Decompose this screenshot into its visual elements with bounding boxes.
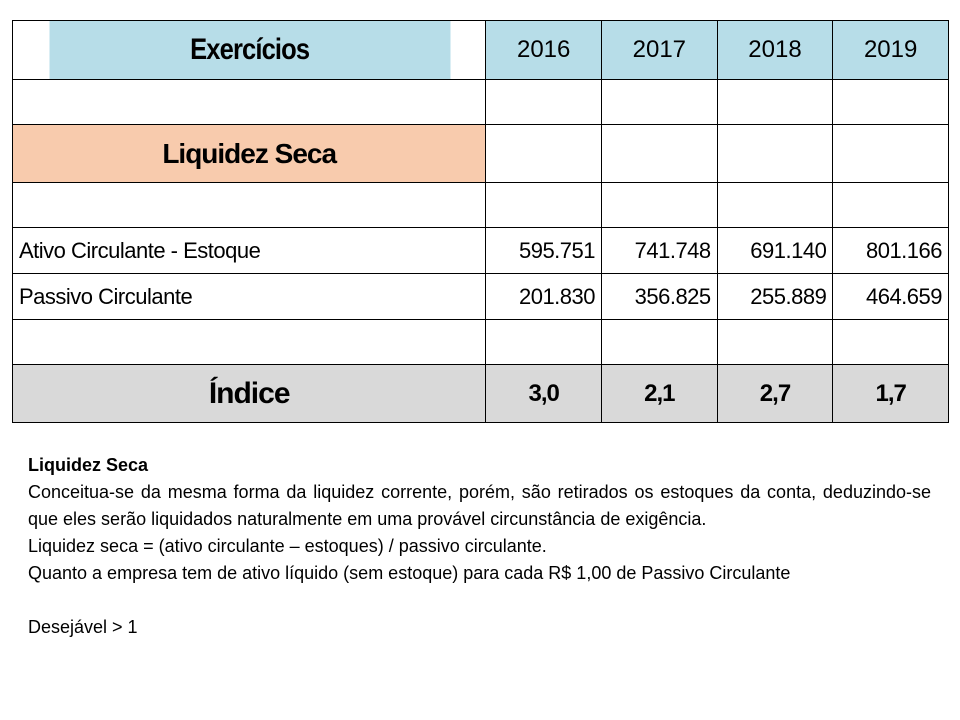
- empty-cell: [833, 320, 949, 365]
- year-cell-2019: 2019: [833, 21, 949, 80]
- empty-cell: [13, 80, 486, 125]
- value-cell: 691.140: [717, 228, 833, 274]
- blank-row: [13, 80, 949, 125]
- index-value-cell: 2,7: [717, 365, 833, 423]
- index-value-cell: 3,0: [486, 365, 602, 423]
- empty-cell: [717, 320, 833, 365]
- empty-cell: [486, 80, 602, 125]
- notes-desired: Desejável > 1: [28, 617, 138, 637]
- index-value-cell: 1,7: [833, 365, 949, 423]
- liquidity-table: [12, 20, 949, 423]
- empty-cell: [717, 80, 833, 125]
- empty-cell: [486, 125, 602, 183]
- header-label-cell: Exercícios: [48, 21, 450, 80]
- empty-cell: [833, 183, 949, 228]
- value-cell: 741.748: [602, 228, 718, 274]
- index-value-cell: 2,1: [602, 365, 718, 423]
- blank-row: [13, 320, 949, 365]
- empty-cell: [13, 183, 486, 228]
- notes-spacer: [28, 587, 931, 614]
- notes-block: [28, 452, 931, 641]
- index-row: [13, 365, 949, 423]
- empty-cell: [486, 320, 602, 365]
- data-row-current-liabilities: [13, 274, 949, 320]
- section-title-cell: Liquidez Seca: [13, 125, 486, 183]
- data-row-current-assets: [13, 228, 949, 274]
- empty-cell: [833, 80, 949, 125]
- index-label-cell: Índice: [13, 365, 486, 423]
- empty-cell: [602, 183, 718, 228]
- empty-cell: [602, 125, 718, 183]
- value-cell: 464.659: [833, 274, 949, 320]
- year-cell-2017: 2017: [602, 21, 718, 80]
- row-label-cell: Passivo Circulante: [13, 274, 486, 320]
- empty-cell: [602, 80, 718, 125]
- blank-row: [13, 183, 949, 228]
- value-cell: 801.166: [833, 228, 949, 274]
- value-cell: 595.751: [486, 228, 602, 274]
- value-cell: 356.825: [602, 274, 718, 320]
- notes-paragraph-definition: Conceitua-se da mesma forma da liquidez corrente, porém, são retirados os estoques da conta, deduzindo-se que eles serão liquidados naturalmente em uma provável circunstância de exigência.: [28, 482, 931, 529]
- header-row: [13, 21, 949, 80]
- value-cell: 255.889: [717, 274, 833, 320]
- empty-cell: [602, 320, 718, 365]
- row-label-cell: Ativo Circulante - Estoque: [13, 228, 486, 274]
- empty-cell: [486, 183, 602, 228]
- section-title-row: [13, 125, 949, 183]
- empty-cell: [833, 125, 949, 183]
- notes-formula: Liquidez seca = (ativo circulante – estoques) / passivo circulante.: [28, 536, 547, 556]
- value-cell: 201.830: [486, 274, 602, 320]
- empty-cell: [717, 183, 833, 228]
- notes-paragraph-interpretation: Quanto a empresa tem de ativo líquido (sem estoque) para cada R$ 1,00 de Passivo Circulante: [28, 563, 791, 583]
- liquidity-table-sheet: [12, 20, 949, 423]
- year-cell-2018: 2018: [717, 21, 833, 80]
- empty-cell: [717, 125, 833, 183]
- empty-cell: [13, 320, 486, 365]
- notes-title: Liquidez Seca: [28, 455, 149, 475]
- year-cell-2016: 2016: [486, 21, 602, 80]
